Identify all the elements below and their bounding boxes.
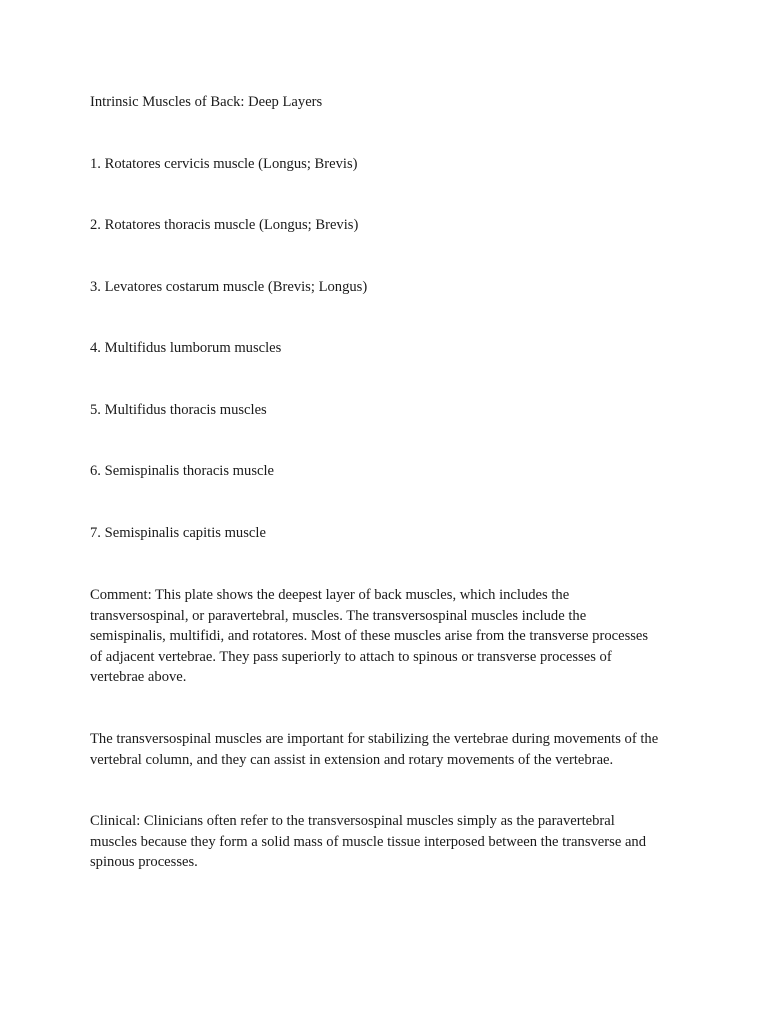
clinical-line: muscles because they form a solid mass of muscle tissue interposed between the transverse and [90,833,647,850]
comment-paragraph [90,585,690,688]
comment-line: vertebrae above. [90,669,187,686]
document-title: Intrinsic Muscles of Back: Deep Layers [90,94,323,110]
list-item-2: 2. Rotatores thoracis muscle (Longus; Brevis) [90,217,359,233]
list-item-4: 4. Multifidus lumborum muscles [90,340,282,356]
comment-line: semispinalis, multifidi, and rotatores. Most of these muscles arise from the transverse processes [90,628,649,645]
list-item-1: 1. Rotatores cervicis muscle (Longus; Brevis) [90,156,358,172]
comment-line: of adjacent vertebrae. They pass superiorly to attach to spinous or transverse processes of [90,648,612,665]
list-item-5: 5. Multifidus thoracis muscles [90,402,267,418]
function-line: vertebral column, and they can assist in extension and rotary movements of the vertebrae. [90,751,614,768]
list-item-6: 6. Semispinalis thoracis muscle [90,463,275,479]
comment-line: transversospinal, or paravertebral, muscles. The transversospinal muscles include the [90,607,587,624]
function-paragraph [90,729,690,770]
list-item-3: 3. Levatores costarum muscle (Brevis; Longus) [90,279,368,295]
comment-line: Comment: This plate shows the deepest layer of back muscles, which includes the [90,587,570,603]
list-item-7: 7. Semispinalis capitis muscle [90,525,266,541]
clinical-paragraph [90,811,690,873]
clinical-line: spinous processes. [90,854,198,871]
clinical-line: Clinical: Clinicians often refer to the transversospinal muscles simply as the paravertebral [90,813,615,829]
function-line: The transversospinal muscles are important for stabilizing the vertebrae during movements of the [90,731,659,747]
